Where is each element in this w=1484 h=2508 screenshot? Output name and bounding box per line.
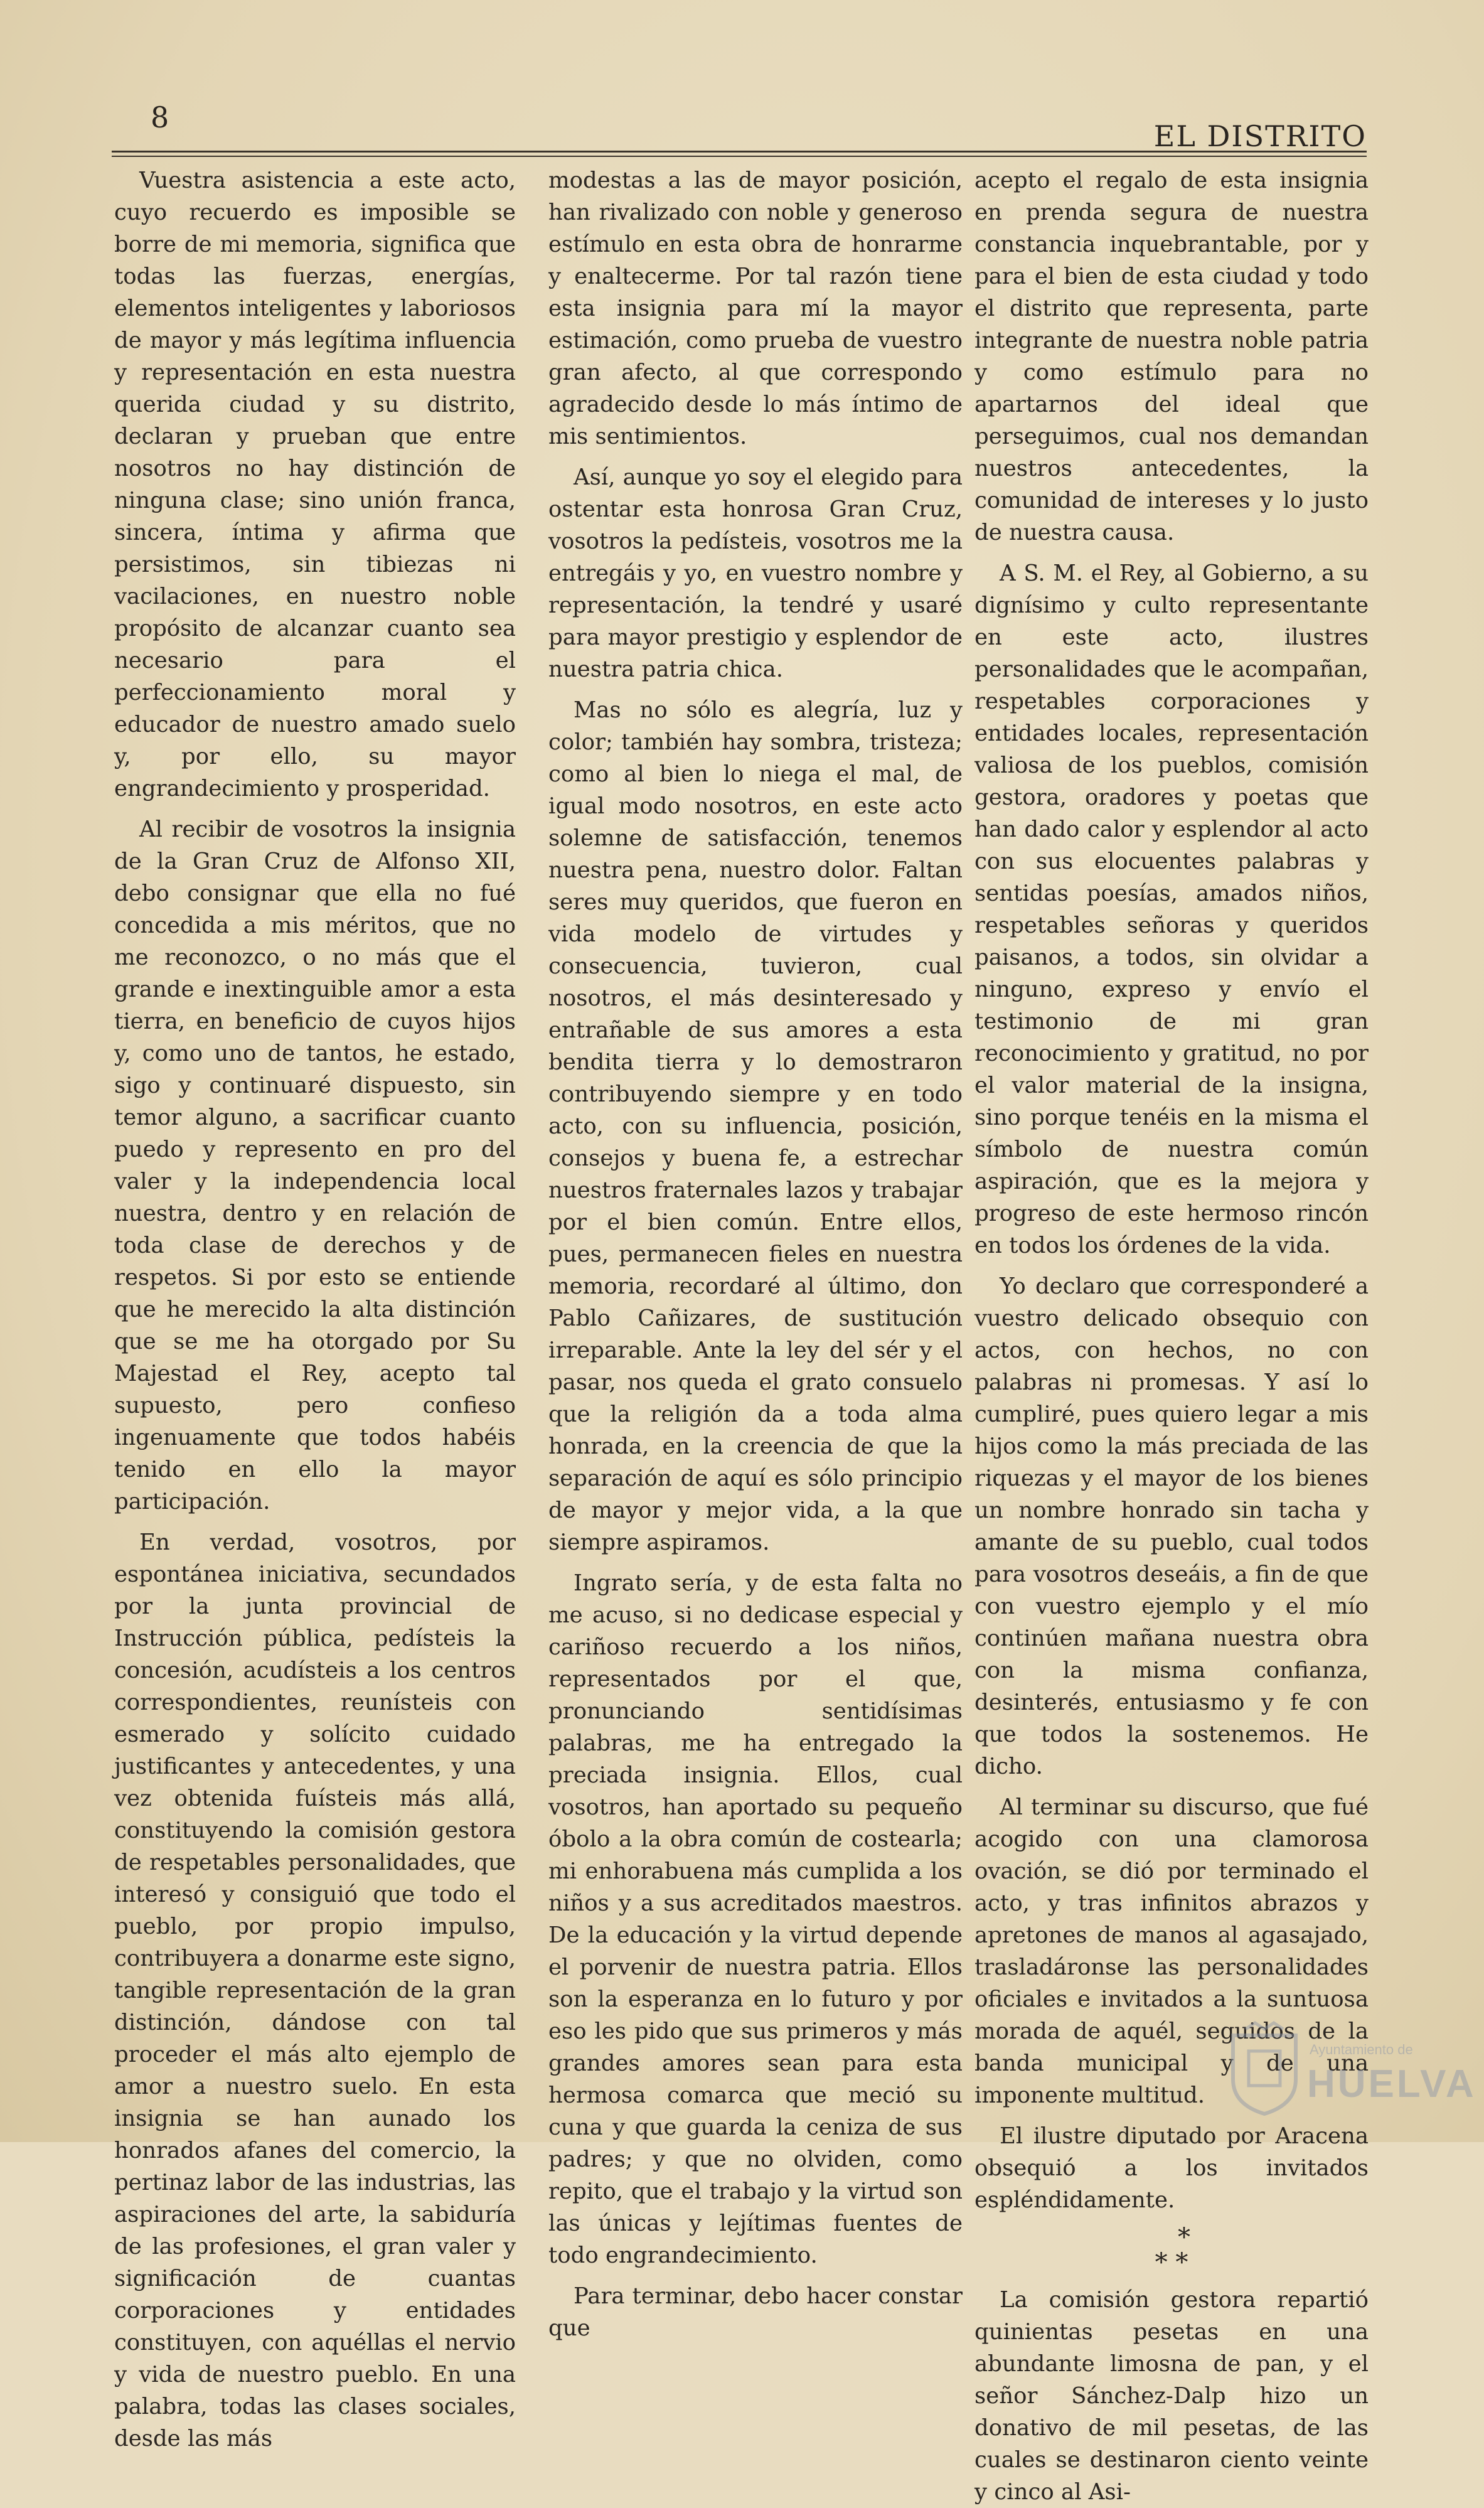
paragraph: A S. M. el Rey, al Gobierno, a su dignísimo y culto representante en este acto, ilustres personalidades que le acompañan, respetables corporaciones y entidades locales, representación valiosa de los pueblos, comisión gestora, oradores y poetas que han dado calor y esplendor al acto con sus elocuentes palabras y sentidas poesías, amados niños, respetables señoras y queridos paisanos, a todos, sin olvidar a ninguno, expreso y envío el testimonio de mi gran reconocimiento y gratitud, no por el valor material de la insigna, sino porque tenéis en la misma el símbolo de nuestra común aspiración, que es la mejora y progreso de este hermoso rincón en todos los órdenes de la vida. (974, 560, 1369, 1258)
paragraph: Yo declaro que corresponderé a vuestro delicado obsequio con actos, con hechos, no con palabras ni promesas. Y así lo cumpliré, pues quiero legar a mis hijos como la más preciada de las riquezas y el mayor de los bienes un nombre honrado sin tacha y amante de su pueblo, cual todos para vosotros deseáis, a fin de que con vuestro ejemplo y el mío continúen mañana nuestra obra con la misma confianza, desinterés, entusiasmo y fe con que todos la sostenemos. He dicho. (974, 1273, 1369, 1779)
header-rule (112, 151, 1367, 157)
paragraph: En verdad, vosotros, por espontánea iniciativa, secundados por la junta provincial de Instrucción pública, pedísteis la concesión, acudísteis a los centros correspondientes, reunísteis con esmerado y solícito cuidado justificantes y antecedentes, y una vez obtenida fuísteis más allá, constituyendo la comisión gestora de respetables personalidades, que interesó y consiguió que todo el pueblo, por propio impulso, contribuyera a donarme este signo, tangible representación de la gran distinción, dándose con tal proceder el más alto ejemplo de amor a nuestro suelo. En esta insignia se han aunado los honrados afanes del comercio, la pertinaz labor de las industrias, las aspiraciones del arte, la sabiduría de las profesiones, el gran valer y significación de cuantas corporaciones y entidades constituyen, con aquéllas el nervio y vida de nuestro pueblo. En una palabra, todas las clases sociales, desde las más (114, 1530, 516, 2452)
masthead: EL DISTRITO (1153, 119, 1367, 153)
paragraph: Mas no sólo es alegría, luz y color; también hay sombra, tristeza; como al bien lo niega el mal, de igual modo nosotros, en este acto solemne de satisfacción, tenemos nuestra pena, nuestro dolor. Faltan seres muy queridos, que fueron en vida modelo de virtudes y consecuencia, tuvieron, cual nosotros, el más desinteresado y entrañable de sus amores a esta bendita tierra y lo demostraron contribuyendo siempre y en todo acto, con su influencia, posición, consejos y buena fe, a estrechar nuestros fraternales lazos y trabajar por el bien común. Entre ellos, pues, permanecen fieles en nuestra memoria, recordaré al último, don Pablo Cañizares, de sustitución irreparable. Ante la ley del sér y el pasar, nos queda el grato consuelo que la religión da a toda alma honrada, en la creencia de que la separación de aquí es sólo principio de mayor y mejor vida, a la que siempre aspiramos. (548, 697, 963, 1555)
watermark-title: HUELVA (1307, 2062, 1476, 2106)
watermark-subtitle: Ayuntamiento de (1310, 2042, 1413, 2057)
paragraph: acepto el regalo de esta insignia en prenda segura de nuestra constancia inquebrantable, por y para el bien de esta ciudad y todo el distrito que representa, parte integrante de nuestra noble patria y como estímulo para no apartarnos del ideal que perseguimos, cual nos demandan nuestros antecedentes, la comunidad de intereses y lo justo de nuestra causa. (974, 168, 1369, 545)
paragraph: Al terminar su discurso, que fué acogido con una clamorosa ovación, se dió por terminado el acto, y tras infinitos abrazos y apretones de manos al agasajado, trasladáronse las personalidades oficiales e invitados a la suntuosa morada de aquél, seguidos de la banda municipal y de una imponente multitud. (974, 1794, 1369, 2108)
paragraph: Para terminar, debo hacer constar que (548, 2283, 963, 2341)
text-column-1 (114, 164, 516, 2452)
paragraph: modestas a las de mayor posición, han rivalizado con noble y generoso estímulo en esta obra de honrarme y enaltecerme. Por tal razón tiene esta insignia para mí la mayor estimación, como prueba de vuestro gran afecto, al que correspondo agradecido desde lo más íntimo de mis sentimientos. (548, 168, 963, 449)
paragraph: La comisión gestora repartió quinientas pesetas en una abundante limosna de pan, y el señor Sánchez-Dalp hizo un donativo de mil pesetas, de las cuales se destinaron ciento veinte y cinco al Asi- (974, 2287, 1369, 2505)
paragraph: El ilustre diputado por Aracena obsequió a los invitados espléndidamente. (974, 2123, 1369, 2213)
paragraph: Vuestra asistencia a este acto, cuyo recuerdo es imposible se borre de mi memoria, significa que todas las fuerzas, energías, elementos inteligentes y laboriosos de mayor y más legítima influencia y representación en esta nuestra querida ciudad y su distrito, declaran y prueban que entre nosotros no hay distinción de ninguna clase; sino unión franca, sincera, íntima y afirma que persistimos, sin tibiezas ni vacilaciones, en nuestro noble propósito de alcanzar cuanto sea necesario para el perfeccionamiento moral y educador de nuestro amado suelo y, por ello, su mayor engrandecimiento y prosperidad. (114, 168, 516, 801)
paragraph: Al recibir de vosotros la insignia de la Gran Cruz de Alfonso XII, debo consignar que ella no fué concedida a mis méritos, que no me reconozco, o no más que el grande e inextinguible amor a esta tierra, en beneficio de cuyos hijos y, como uno de tantos, he estado, sigo y continuaré dispuesto, sin temor alguno, a sacrificar cuanto puedo y represento en pro del valer y la independencia local nuestra, dentro y en relación de toda clase de derechos y de respetos. Si por esto se entiende que he merecido la alta distinción que se me ha otorgado por Su Majestad el Rey, acepto tal supuesto, pero confieso ingenuamente que todos habéis tenido en ello la mayor participación. (114, 817, 516, 1514)
section-separator: * * * (1155, 2223, 1190, 2277)
paragraph: Así, aunque yo soy el elegido para ostentar esta honrosa Gran Cruz, vosotros la pedísteis, vosotros me la entregáis y yo, en vuestro nombre y representación, la tendré y usaré para mayor prestigio y esplendor de nuestra patria chica. (548, 464, 963, 682)
coat-of-arms-icon (1227, 2023, 1302, 2117)
paragraph: Ingrato sería, y de esta falta no me acuso, si no dedicase especial y cariñoso recuerdo a los niños, representados por el que, pronunciando sentidísimas palabras, me ha entregado la preciada insignia. Ellos, cual vosotros, han aportado su pequeño óbolo a la obra común de costearla; mi enhorabuena más cumplida a los niños y a sus acreditados maestros. De la educación y la virtud depende el porvenir de nuestra patria. Ellos son la esperanza en lo futuro y por eso les pido que sus primeros y más grandes amores sean para esta hermosa comarca que meció su cuna y que guarda la ceniza de sus padres; y que no olviden, como repito, que el trabajo y la virtud son las únicas y lejítimas fuentes de todo engrandecimiento. (548, 1570, 963, 2268)
text-column-2 (548, 164, 963, 2341)
huelva-watermark (1227, 2018, 1476, 2125)
page-number: 8 (151, 100, 169, 134)
